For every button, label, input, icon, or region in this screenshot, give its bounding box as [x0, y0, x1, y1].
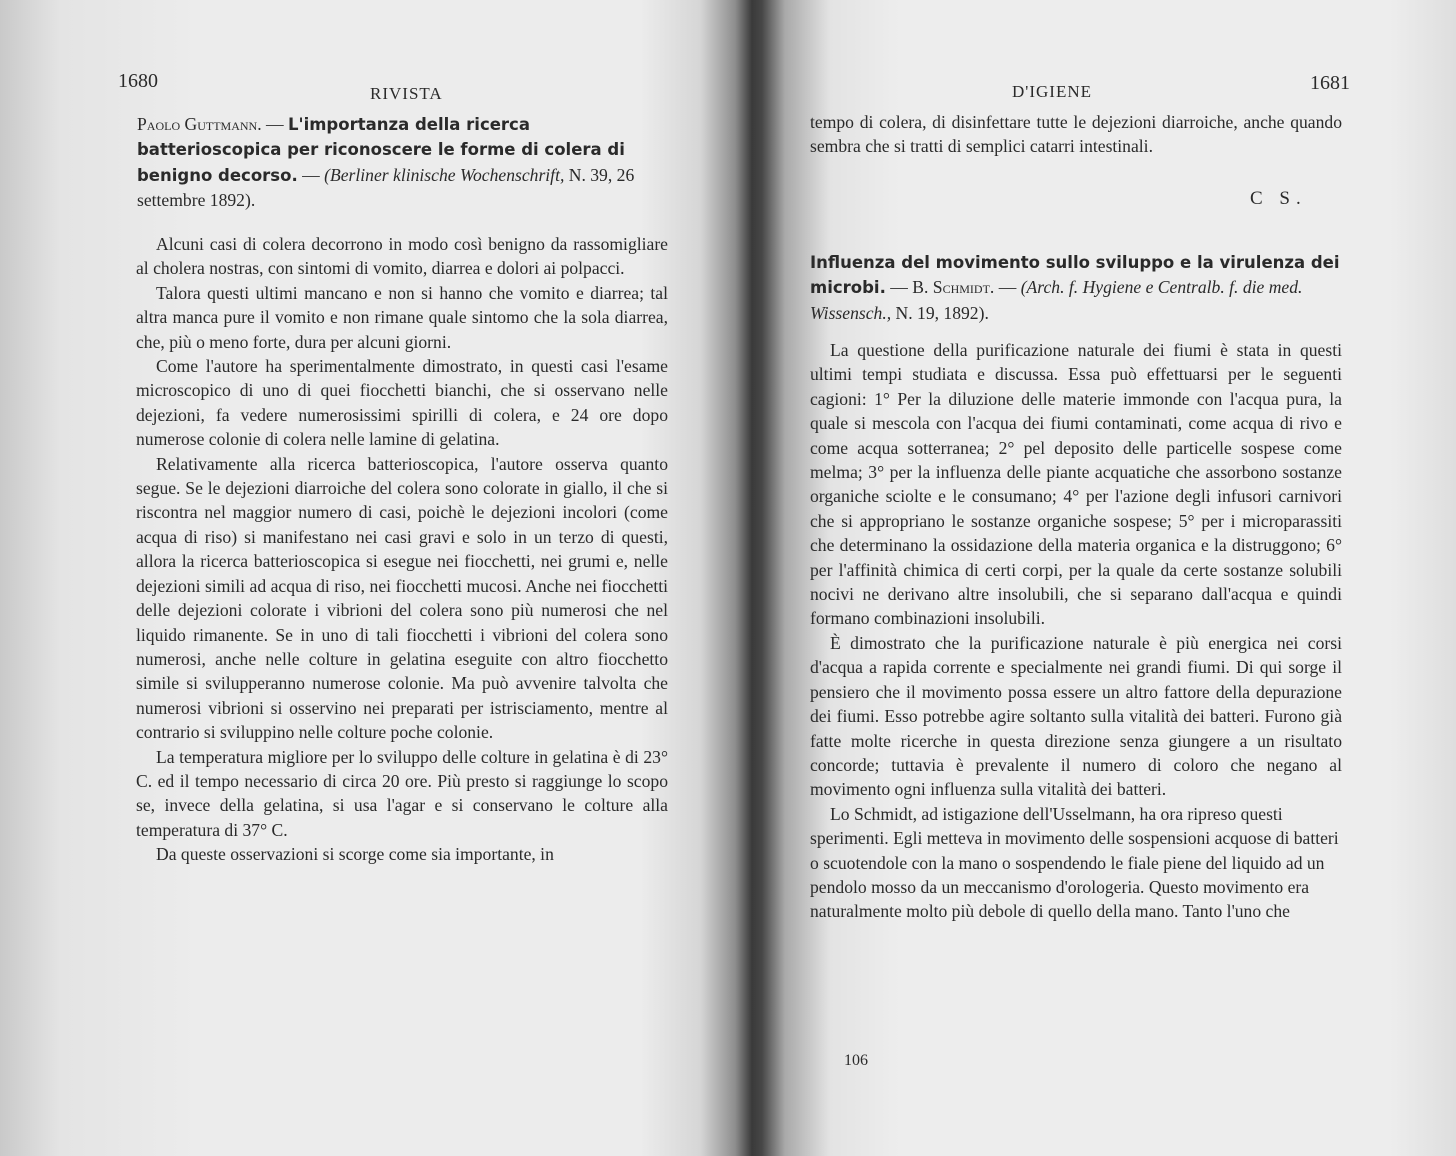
- article-body: [136, 232, 668, 867]
- paragraph: La questione della purificazione naturale dei fiumi è stata in questi ultimi tempi studiata e discussa. Essa può effettuarsi per le seguenti cagioni: 1° Per la diluzione delle materie immonde con l'acqua pura, la quale si mescola con l'acqua dei fiumi contaminati, come acqua di rivo e come acqua sotterranea; 2° pel deposito delle particelle sospese come melma; 3° per la influenza delle piante acquatiche che assorbono sostanze organiche sciolte e le consumano; 4° per l'azione degli infusori carnivori che si appropriano le sostanze organiche sospese; 5° per i microparassiti che determinano la ossidazione della materia organica e la distruggono; 6° per l'affinità chimica di certi corpi, per la quale da certe sostanze solubili nocivi ne derivano altre insolubili, che si separano dall'acqua e quindi formano combinazioni insolubili.: [810, 340, 1342, 629]
- article-heading: [810, 250, 1342, 325]
- running-head: RIVISTA: [370, 84, 443, 103]
- separator-dash: — B.: [885, 277, 933, 298]
- article-source-tail: N. 19, 1892).: [891, 302, 989, 323]
- article-header: [810, 250, 1342, 325]
- paragraph: Da queste osservazioni si scorge come sia importante, in: [156, 844, 554, 865]
- separator-dash: —: [994, 277, 1021, 298]
- paragraph: Alcuni casi di colera decorrono in modo così benigno da rassomigliare al cholera nostras, con sintomi di vomito, diarrea e dolori ai polpacci.: [136, 234, 668, 279]
- article-body: [810, 338, 1342, 924]
- article-title: L'importanza della ricerca batterioscopica per riconoscere le forme di colera di benigno decorso.: [137, 115, 625, 185]
- continuation-text: [810, 110, 1342, 159]
- article-source: (Arch. f. Hygiene e Centralb. f. die med. Wissensch.,: [810, 277, 1303, 323]
- page-number: 1680: [118, 70, 158, 92]
- article-header: [137, 112, 667, 213]
- paragraph: Talora questi ultimi mancano e non si hanno che vomito e diarrea; tal altra manca pure il vomito e non rimane quale sintomo che la sola diarrea, che, più o meno forte, dura per alcuni giorni.: [136, 282, 668, 352]
- article-heading: [137, 112, 667, 213]
- paragraph: tempo di colera, di disinfettare tutte le dejezioni diarroiche, anche quando sembra che si tratti di semplici catarri intestinali.: [810, 112, 1342, 157]
- author-signature: C S.: [1250, 188, 1307, 209]
- article-author: Paolo Guttmann.: [137, 114, 262, 134]
- page-number: 1681: [1310, 72, 1350, 94]
- separator-dash: —: [261, 114, 289, 134]
- running-head: D'IGIENE: [1012, 82, 1092, 101]
- paragraph: Lo Schmidt, ad istigazione dell'Usselmann, ha ora ripreso questi sperimenti. Egli metteva in movimento delle sospensioni acquose di batteri o scuotendole con la mano o sospendendo le fiale piene del liquido ad un pendolo mosso da un meccanismo d'orologeria. Questo movimento era naturalmente molto più debole di quello della mano. Tanto l'uno che: [810, 803, 1339, 922]
- paragraph: La temperatura migliore per lo sviluppo delle colture in gelatina è di 23° C. ed il tempo necessario di circa 20 ore. Più presto si raggiunge lo scopo se, invece della gelatina, si usa l'agar e si conservano le colture alla temperatura di 37° C.: [136, 746, 668, 840]
- paragraph: Come l'autore ha sperimentalmente dimostrato, in questi casi l'esame microscopico di uno di quei fiocchetti bianchi, che si osservano nelle dejezioni, fa vedere numerosissimi spirilli di colera, e 24 ore dopo numerose colonie di colera nelle lamine di gelatina.: [136, 356, 668, 450]
- article-source-tail: N. 39, 26 settembre 1892).: [137, 164, 635, 211]
- right-page: [760, 0, 1456, 1156]
- article-source: (Berliner klinische Wochenschrift,: [324, 164, 565, 185]
- paragraph: Relativamente alla ricerca batterioscopica, l'autore osserva quanto segue. Se le dejezioni diarroiche del colera sono colorate in giallo, il che si riscontra nel maggior numero di casi, poichè le dejezioni incolori (come acqua di riso) si manifestano nei casi gravi e solo in un terzo di questi, allora la ricerca batterioscopica si esegue nei fiocchetti, nei grumi e, nelle dejezioni simili ad acqua di riso, nei fiocchetti mucosi. Anche nei fiocchetti delle dejezioni colorate i vibrioni del colera sono più numerosi che nel liquido rimanente. Se in uno di tali fiocchetti i vibrioni del colera sono numerosi, anche nelle colture in gelatina eseguite con altro fiocchetto simile si svilupperanno numerose colonie. Ma può avvenire talvolta che numerosi vibrioni si osservino nei preparati per istrisciamento, mentre al contrario si sviluppino nelle colture poche colonie.: [136, 453, 668, 743]
- signature-folio: 106: [844, 1052, 868, 1069]
- article-author: Schmidt.: [932, 277, 995, 298]
- paragraph: È dimostrato che la purificazione naturale è più energica nei corsi d'acqua a rapida corrente e specialmente nei grandi fiumi. Di qui sorge il pensiero che il movimento possa essere un altro fattore della depurazione dei fiumi. Esso potrebbe agire soltanto sulla vitalità dei batteri. Furono già fatte molte ricerche in questa direzione senza giungere a un risultato concorde; tuttavia è prevalente il numero di coloro che negano al movimento ogni influenza sulla vitalità dei batteri.: [810, 632, 1342, 800]
- separator-dash: —: [297, 164, 325, 185]
- article-title: Influenza del movimento sullo sviluppo e la virulenza dei microbi.: [810, 253, 1340, 298]
